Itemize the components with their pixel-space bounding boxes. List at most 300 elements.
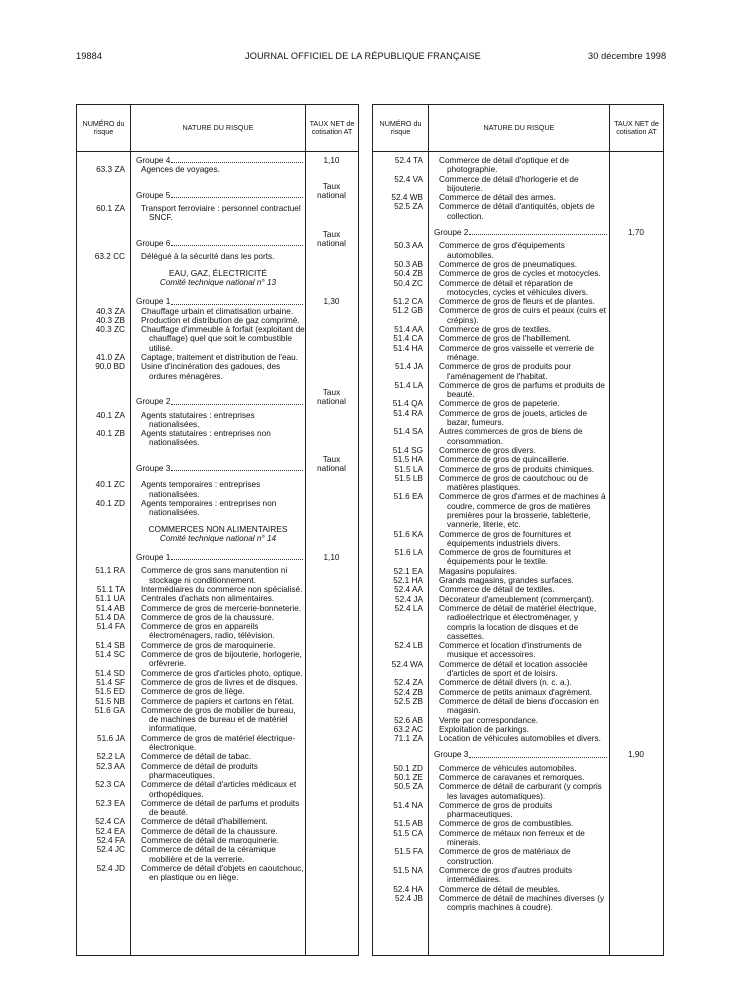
risk-description — [131, 353, 305, 362]
risk-code: 52.4 WA — [391, 659, 423, 669]
risk-code: 40.1 ZC — [95, 480, 125, 490]
group-label — [131, 182, 305, 201]
table-row — [77, 762, 358, 781]
rate-value — [305, 706, 358, 734]
rate-value — [305, 585, 358, 594]
risk-description — [131, 650, 305, 669]
risk-code: 52.5 ZB — [394, 696, 423, 706]
risk-description — [131, 697, 305, 706]
risk-code: 52.4 FA — [96, 836, 125, 845]
table-row — [77, 411, 358, 430]
rate-value — [609, 773, 663, 782]
risk-text: Centrales d'achats non alimentaires. — [141, 594, 275, 604]
table-row — [373, 567, 663, 576]
rate-value — [305, 762, 358, 781]
table-row — [373, 446, 663, 455]
risk-description — [131, 429, 305, 448]
risk-description — [429, 325, 609, 334]
table-row — [373, 455, 663, 464]
column-header-numero: NUMÉRO du risque — [77, 105, 130, 152]
risk-text: Chauffage urbain et climatisation urbaine. — [141, 306, 294, 316]
rate-value — [305, 836, 358, 845]
risk-description — [429, 156, 609, 175]
section-committee — [77, 278, 358, 287]
rate-value — [305, 734, 358, 753]
risk-text: Commerce de détail de carburant (y compris les lavages automatiques). — [439, 782, 602, 801]
risk-text: Commerce de détail de meubles. — [439, 884, 561, 894]
risk-description — [429, 362, 609, 381]
left-table-body — [77, 156, 358, 882]
rate-value — [609, 334, 663, 343]
rate-value — [305, 480, 358, 499]
group-row — [77, 455, 358, 474]
risk-text: Autres commerces de gros de biens de consommation. — [439, 427, 583, 446]
committee-label: Comité technique national n° 13 — [159, 277, 277, 287]
rate-value — [609, 269, 663, 278]
group-name: Groupe 1 — [136, 553, 171, 563]
risk-code: 51.2 CA — [393, 297, 423, 307]
risk-description — [429, 427, 609, 446]
group-name: Groupe 3 — [434, 750, 469, 760]
risk-code: 40.1 ZB — [96, 429, 125, 439]
rate-value — [305, 827, 358, 836]
rate-value: 1,30 — [323, 297, 340, 307]
risk-text: Commerce de gros sans manutention ni stockage ni conditionnement. — [141, 566, 288, 585]
risk-text: Commerce de gros de matériel électrique-électronique. — [141, 733, 296, 753]
risk-text: Grands magasins, grandes surfaces. — [439, 576, 574, 586]
table-row — [373, 193, 663, 202]
risk-code: 51.4 SD — [95, 668, 125, 678]
risk-code: 52.3 CA — [95, 780, 125, 790]
risk-description — [131, 706, 305, 734]
risk-code: 52.4 LB — [394, 641, 423, 651]
rate-value — [609, 325, 663, 334]
risk-code — [373, 750, 429, 759]
risk-code: 51.5 NA — [393, 865, 423, 875]
risk-description — [131, 204, 305, 223]
risk-text: Magasins populaires. — [439, 566, 517, 576]
risk-text: Commerce de gros divers. — [439, 445, 536, 455]
risk-text: Commerce de détail d'antiquités, objets de collection. — [439, 202, 595, 221]
risk-code: 52.4 JC — [96, 845, 125, 855]
table-row — [373, 474, 663, 493]
risk-code: 51.1 RA — [95, 566, 125, 576]
risk-description — [131, 641, 305, 650]
risk-text: Commerce de détail d'optique et de photographie. — [439, 156, 569, 175]
group-row — [77, 230, 358, 249]
risk-text: Commerce de gros de matériaux de construction. — [439, 847, 571, 866]
rate-value — [609, 782, 663, 801]
group-label — [131, 553, 305, 562]
risk-code: 52.4 CA — [95, 817, 125, 827]
section-committee — [77, 534, 358, 543]
risk-code: 63.2 CC — [94, 252, 125, 262]
table-row — [373, 325, 663, 334]
risk-text: Intermédiaires du commerce non spécialisé. — [141, 584, 303, 594]
risk-code: 51.6 KA — [393, 529, 423, 539]
table-row — [373, 399, 663, 408]
rate-value — [305, 752, 358, 761]
risk-text: Commerce de détail de tabac. — [141, 752, 252, 762]
risk-description — [429, 782, 609, 801]
table-row — [373, 725, 663, 734]
risk-text: Commerce de gros de livres et de disques. — [141, 677, 298, 687]
risk-text: Commerce de papiers et cartons en l'état. — [141, 696, 294, 706]
rate-value — [305, 411, 358, 430]
risk-code: 51.4 DA — [95, 612, 125, 622]
risk-description — [131, 362, 305, 381]
rate-value — [609, 455, 663, 464]
spacer — [77, 534, 131, 543]
risk-code: 52.4 ZA — [394, 678, 423, 688]
rate-value — [609, 716, 663, 725]
risk-text: Commerce de détail et réparation de motocycles, cycles et véhicules divers. — [439, 278, 589, 297]
risk-code: 52.6 AB — [394, 715, 423, 725]
risk-description — [429, 548, 609, 567]
rate-value — [305, 845, 358, 864]
rate-value — [609, 801, 663, 820]
table-row — [373, 381, 663, 400]
risk-code: 40.3 ZC — [95, 325, 125, 335]
table-row — [373, 585, 663, 594]
leader-dots — [171, 470, 303, 471]
rate-value — [305, 817, 358, 826]
risk-description — [429, 678, 609, 687]
risk-code: 51.5 AB — [394, 819, 423, 829]
risk-text: Commerce de gros vaisselle et verrerie de ménage. — [439, 343, 594, 362]
risk-description — [429, 829, 609, 848]
rate-value — [305, 669, 358, 678]
table-row — [373, 548, 663, 567]
spacer — [373, 221, 663, 228]
risk-description — [429, 773, 609, 782]
table-row — [373, 894, 663, 913]
spacer — [77, 543, 358, 553]
risk-description — [429, 641, 609, 660]
risk-code: 50.4 ZC — [393, 278, 423, 288]
risk-code: 52.4 ZB — [394, 687, 423, 697]
risk-code: 90.0 BD — [95, 362, 125, 372]
rate-value — [609, 697, 663, 716]
rate-value — [609, 175, 663, 194]
risk-code: 51.4 FA — [96, 622, 125, 632]
risk-text: Agents temporaires : entreprises non nationalisées. — [141, 498, 277, 518]
risk-text: Agents temporaires : entreprises nationalisées. — [141, 480, 261, 499]
risk-text: Commerce de détail de la céramique mobilière et de la verrerie. — [141, 845, 276, 864]
rate-value — [305, 864, 358, 883]
rate-value — [609, 847, 663, 866]
rate-value: 1,10 — [323, 156, 340, 165]
table-row — [77, 307, 358, 316]
group-name: Groupe 3 — [136, 464, 171, 474]
risk-code — [77, 455, 131, 474]
rate-value — [305, 697, 358, 706]
rate-value — [609, 446, 663, 455]
risk-text: Commerce de détail de biens d'occasion en magasin. — [439, 696, 599, 716]
risk-code: 51.4 JA — [395, 362, 423, 372]
risk-code — [77, 297, 131, 306]
risk-description — [131, 585, 305, 594]
rate-value: Taux national — [317, 181, 346, 200]
rate-value — [609, 193, 663, 202]
risk-description — [131, 325, 305, 353]
table-row — [77, 697, 358, 706]
rate-value: 1,70 — [627, 228, 645, 238]
risk-description — [131, 827, 305, 836]
group-name: Groupe 4 — [136, 156, 171, 165]
risk-description — [429, 306, 609, 325]
table-row — [373, 260, 663, 269]
rate-value — [305, 678, 358, 687]
risk-code: 51.6 EA — [393, 492, 423, 502]
rate-value — [609, 641, 663, 660]
risk-description — [131, 566, 305, 585]
risk-code: 40.1 ZD — [95, 498, 125, 508]
table-row — [373, 697, 663, 716]
risk-description — [429, 894, 609, 913]
table-row — [77, 836, 358, 845]
table-row — [373, 866, 663, 885]
risk-code: 51.4 RA — [393, 408, 423, 418]
risk-text: Commerce de gros de mobilier de bureau, de machines de bureau et de matériel informatique. — [141, 705, 296, 734]
rate-value — [609, 688, 663, 697]
risk-text: Délégué à la sécurité dans les ports. — [141, 252, 275, 262]
risk-text: Commerce de gros de cycles et motocycles. — [439, 269, 601, 279]
risk-text: Commerce de gros de textiles. — [439, 325, 551, 335]
group-row — [77, 388, 358, 407]
spacer — [77, 448, 358, 455]
risk-code: 50.4 ZB — [394, 269, 423, 279]
group-row — [77, 297, 358, 306]
risk-code: 52.4 AA — [394, 585, 423, 595]
spacer — [373, 743, 663, 750]
risk-code: 52.4 LA — [394, 603, 423, 613]
risk-code: 51.4 SC — [95, 650, 125, 660]
risk-description — [131, 604, 305, 613]
risk-text: Location de véhicules automobiles et divers. — [439, 734, 601, 744]
risk-code: 51.6 GA — [94, 705, 125, 715]
risk-text: Commerce de gros de caoutchouc ou de matières plastiques. — [439, 473, 589, 493]
risk-code: 51.1 UA — [95, 594, 125, 604]
risk-description — [429, 241, 609, 260]
risk-text: Commerce de caravanes et remorques. — [439, 773, 585, 782]
rate-value — [609, 548, 663, 567]
table-row — [373, 734, 663, 743]
risk-description — [131, 799, 305, 818]
rate-value — [305, 650, 358, 669]
risk-code: 52.5 ZA — [394, 202, 423, 212]
risk-text: Commerce de gros de produits chimiques. — [439, 464, 594, 474]
table-row — [373, 819, 663, 828]
table-row — [77, 325, 358, 353]
risk-description — [429, 530, 609, 549]
risk-text: Commerce de détail d'habillement. — [141, 817, 268, 827]
table-row — [77, 252, 358, 261]
rate-value — [609, 306, 663, 325]
rate-value — [609, 279, 663, 298]
rate-value — [609, 344, 663, 363]
risk-text: Commerce de gros d'articles photo, optique. — [141, 668, 303, 678]
group-label — [131, 297, 305, 306]
table-row — [373, 202, 663, 221]
table-row — [373, 678, 663, 687]
table-row — [373, 576, 663, 585]
risk-code: 51.6 JA — [97, 733, 125, 743]
group-row — [373, 750, 663, 759]
spacer — [77, 525, 131, 534]
risk-code: 51.5 FA — [394, 847, 423, 857]
rate-value — [305, 204, 358, 223]
risk-description — [131, 734, 305, 753]
risk-code: 40.3 ZB — [96, 315, 125, 325]
rate-value: Taux national — [317, 387, 346, 407]
group-name: Groupe 2 — [136, 397, 171, 407]
leader-dots — [171, 559, 303, 560]
table-row — [373, 269, 663, 278]
risk-description — [131, 622, 305, 641]
table-row — [77, 780, 358, 799]
rate-value — [305, 429, 358, 448]
table-row — [373, 847, 663, 866]
risk-text: Exploitation de parkings. — [439, 724, 529, 734]
risk-code: 50.1 ZD — [393, 763, 423, 773]
risk-description — [131, 165, 305, 174]
risk-text: Commerce de détail de machines diverses (y compris machines à coudre). — [439, 893, 605, 913]
risk-text: Commerce de détail de produits pharmaceutiques. — [141, 761, 258, 780]
table-row — [373, 344, 663, 363]
rate-value — [609, 660, 663, 679]
risk-description — [429, 279, 609, 298]
risk-code: 52.4 JB — [395, 893, 423, 903]
table-row — [77, 585, 358, 594]
risk-code: 52.4 TA — [394, 156, 423, 165]
table-row — [77, 604, 358, 613]
risk-code: 51.4 SF — [96, 677, 125, 687]
rate-value — [305, 307, 358, 316]
rate-value — [305, 687, 358, 696]
rate-value — [305, 362, 358, 381]
table-row — [77, 650, 358, 669]
risk-description — [429, 801, 609, 820]
risk-code: 51.6 LA — [394, 548, 423, 558]
rate-value — [609, 764, 663, 773]
risk-code: 52.4 EA — [95, 826, 125, 836]
table-row — [373, 885, 663, 894]
risk-description — [429, 260, 609, 269]
table-row — [373, 660, 663, 679]
risk-description — [429, 465, 609, 474]
risk-code: 52.4 VA — [394, 174, 423, 184]
rate-value: Taux national — [317, 454, 346, 474]
risk-description — [429, 734, 609, 743]
table-row — [373, 409, 663, 428]
rate-value — [609, 866, 663, 885]
leader-dots — [469, 757, 607, 758]
section-heading — [77, 269, 358, 278]
risk-code: 41.0 ZA — [96, 353, 125, 363]
risk-code: 51.4 NA — [393, 800, 423, 810]
rate-value — [609, 734, 663, 743]
risk-code — [77, 182, 131, 201]
risk-description — [131, 780, 305, 799]
risk-code: 51.5 LB — [394, 473, 423, 483]
column-header-nature: NATURE DU RISQUE — [429, 105, 609, 152]
risk-code: 51.4 LA — [394, 380, 423, 390]
risk-code: 51.4 AB — [96, 603, 125, 613]
rate-value — [609, 465, 663, 474]
rate-value — [609, 604, 663, 641]
risk-description — [131, 307, 305, 316]
risk-description — [429, 866, 609, 885]
table-row — [373, 279, 663, 298]
column-header-taux: TAUX NET de cotisation AT — [610, 105, 663, 152]
risk-description — [429, 492, 609, 529]
risk-code: 63.2 AC — [393, 724, 423, 734]
spacer — [77, 175, 358, 182]
risk-description — [429, 725, 609, 734]
table-row — [77, 641, 358, 650]
risk-code: 52.4 HA — [393, 884, 423, 894]
left-table — [76, 104, 359, 956]
risk-code: 51.1 TA — [96, 584, 125, 594]
column-header-nature: NATURE DU RISQUE — [131, 105, 305, 152]
risk-code: 63.3 ZA — [96, 165, 125, 175]
table-row — [373, 764, 663, 773]
right-table — [372, 104, 664, 956]
risk-text: Transport ferroviaire : personnel contractuel SNCF. — [141, 204, 301, 223]
risk-text: Agences de voyages. — [141, 165, 220, 175]
risk-code: 51.4 SB — [95, 640, 125, 650]
risk-description — [429, 297, 609, 306]
risk-code: 51.4 AA — [394, 325, 423, 335]
group-label — [429, 228, 609, 237]
risk-description — [429, 585, 609, 594]
group-name: Groupe 1 — [136, 297, 171, 307]
risk-description — [131, 836, 305, 845]
risk-description — [131, 316, 305, 325]
risk-code: 71.1 ZA — [394, 734, 423, 744]
table-row — [373, 492, 663, 529]
table-row — [373, 604, 663, 641]
group-name: Groupe 5 — [136, 190, 171, 200]
group-row — [77, 182, 358, 201]
group-row — [373, 228, 663, 237]
table-row — [77, 204, 358, 223]
risk-code: 51.4 CA — [393, 334, 423, 344]
table-row — [373, 334, 663, 343]
risk-text: Commerce de gros de combustibles. — [439, 819, 574, 829]
risk-description — [429, 764, 609, 773]
risk-description — [429, 193, 609, 202]
group-name: Groupe 6 — [136, 239, 171, 249]
risk-code: 51.5 CA — [393, 828, 423, 838]
risk-code: 50.3 AB — [394, 259, 423, 269]
risk-text: Commerce de gros de l'habillement. — [439, 334, 571, 344]
rate-value — [609, 362, 663, 381]
group-row — [77, 156, 358, 165]
risk-description — [429, 175, 609, 194]
table-row — [77, 678, 358, 687]
risk-text: Commerce de gros de produits pharmaceutiques. — [439, 800, 553, 820]
risk-text: Commerce de détail divers (n. c. a.). — [439, 678, 572, 688]
rate-value — [305, 799, 358, 818]
table-row — [77, 353, 358, 362]
rate-value — [609, 156, 663, 175]
issue-date: 30 décembre 1998 — [588, 51, 667, 61]
table-row — [77, 669, 358, 678]
risk-text: Commerce de détail d'horlogerie et de bijouterie. — [439, 174, 579, 193]
risk-code: 50.1 ZE — [394, 773, 423, 782]
